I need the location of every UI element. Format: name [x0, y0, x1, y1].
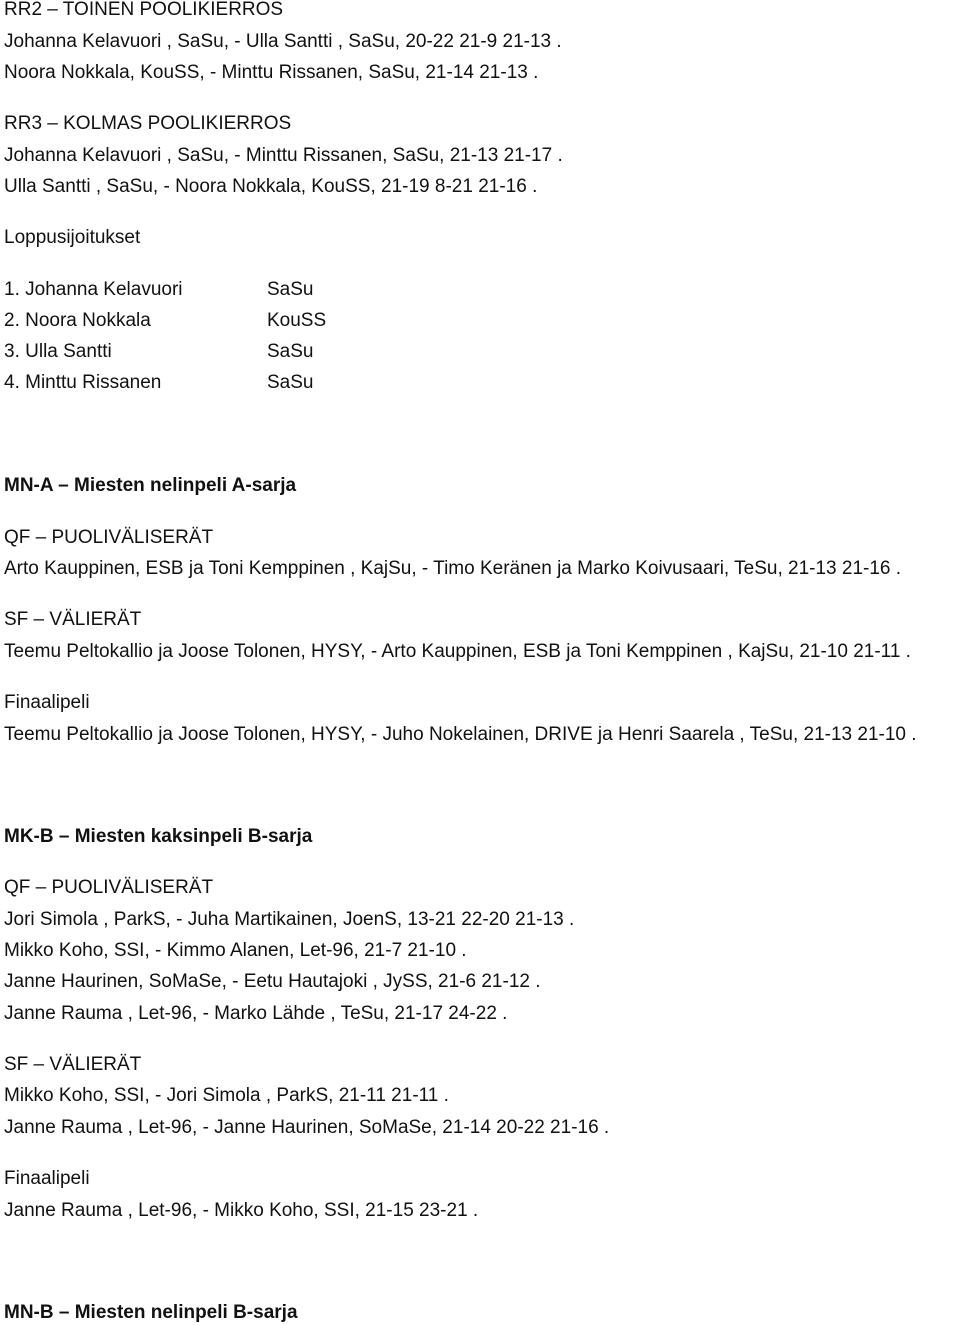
- rr3-heading: RR3 – KOLMAS POOLIKIERROS: [4, 113, 292, 134]
- standings-heading: Loppusijoitukset: [4, 227, 141, 248]
- match-result: Janne Rauma , Let-96, - Mikko Koho, SSI, 21-15 23-21 .: [4, 1200, 479, 1221]
- final-heading: Finaalipeli: [4, 692, 90, 713]
- standings-player: 1. Johanna Kelavuori: [4, 279, 183, 300]
- qf-heading: QF – PUOLIVÄLISERÄT: [4, 527, 214, 548]
- match-result: Ulla Santti , SaSu, - Noora Nokkala, KouSS, 21-19 8-21 21-16 .: [4, 176, 538, 197]
- qf-heading: QF – PUOLIVÄLISERÄT: [4, 877, 214, 898]
- section-title-mn-a: MN-A – Miesten nelinpeli A-sarja: [4, 475, 297, 496]
- match-result: Noora Nokkala, KouSS, - Minttu Rissanen, SaSu, 21-14 21-13 .: [4, 62, 539, 83]
- match-result: Jori Simola , ParkS, - Juha Martikainen, JoenS, 13-21 22-20 21-13 .: [4, 909, 575, 930]
- section-title-mk-b: MK-B – Miesten kaksinpeli B-sarja: [4, 826, 313, 847]
- rr2-heading: RR2 – TOINEN POOLIKIERROS: [4, 0, 284, 20]
- standings-player: 2. Noora Nokkala: [4, 310, 151, 331]
- match-result: Johanna Kelavuori , SaSu, - Minttu Rissanen, SaSu, 21-13 21-17 .: [4, 145, 563, 166]
- sf-heading: SF – VÄLIERÄT: [4, 1054, 142, 1075]
- match-result: Janne Rauma , Let-96, - Marko Lähde , TeSu, 21-17 24-22 .: [4, 1003, 508, 1024]
- match-result: Teemu Peltokallio ja Joose Tolonen, HYSY, - Arto Kauppinen, ESB ja Toni Kemppinen , KajSu, 21-10 21-11 .: [4, 641, 911, 662]
- match-result: Janne Haurinen, SoMaSe, - Eetu Hautajoki , JySS, 21-6 21-12 .: [4, 971, 541, 992]
- match-result: Teemu Peltokallio ja Joose Tolonen, HYSY, - Juho Nokelainen, DRIVE ja Henri Saarela , TeSu, 21-13 21-10 .: [4, 724, 917, 745]
- match-result: Mikko Koho, SSI, - Jori Simola , ParkS, 21-11 21-11 .: [4, 1085, 449, 1106]
- match-result: Arto Kauppinen, ESB ja Toni Kemppinen , KajSu, - Timo Keränen ja Marko Koivusaari, TeSu, 21-13 21-16 .: [4, 558, 902, 579]
- match-result: Mikko Koho, SSI, - Kimmo Alanen, Let-96, 21-7 21-10 .: [4, 940, 467, 961]
- match-result: Johanna Kelavuori , SaSu, - Ulla Santti , SaSu, 20-22 21-9 21-13 .: [4, 31, 562, 52]
- standings-club: SaSu: [267, 372, 314, 393]
- standings-player: 4. Minttu Rissanen: [4, 372, 162, 393]
- standings-club: SaSu: [267, 341, 314, 362]
- standings-club: KouSS: [267, 310, 327, 331]
- match-result: Janne Rauma , Let-96, - Janne Haurinen, SoMaSe, 21-14 20-22 21-16 .: [4, 1117, 610, 1138]
- section-title-mn-b: MN-B – Miesten nelinpeli B-sarja: [4, 1302, 298, 1323]
- standings-club: SaSu: [267, 279, 314, 300]
- standings-player: 3. Ulla Santti: [4, 341, 112, 362]
- final-heading: Finaalipeli: [4, 1168, 90, 1189]
- sf-heading: SF – VÄLIERÄT: [4, 609, 142, 630]
